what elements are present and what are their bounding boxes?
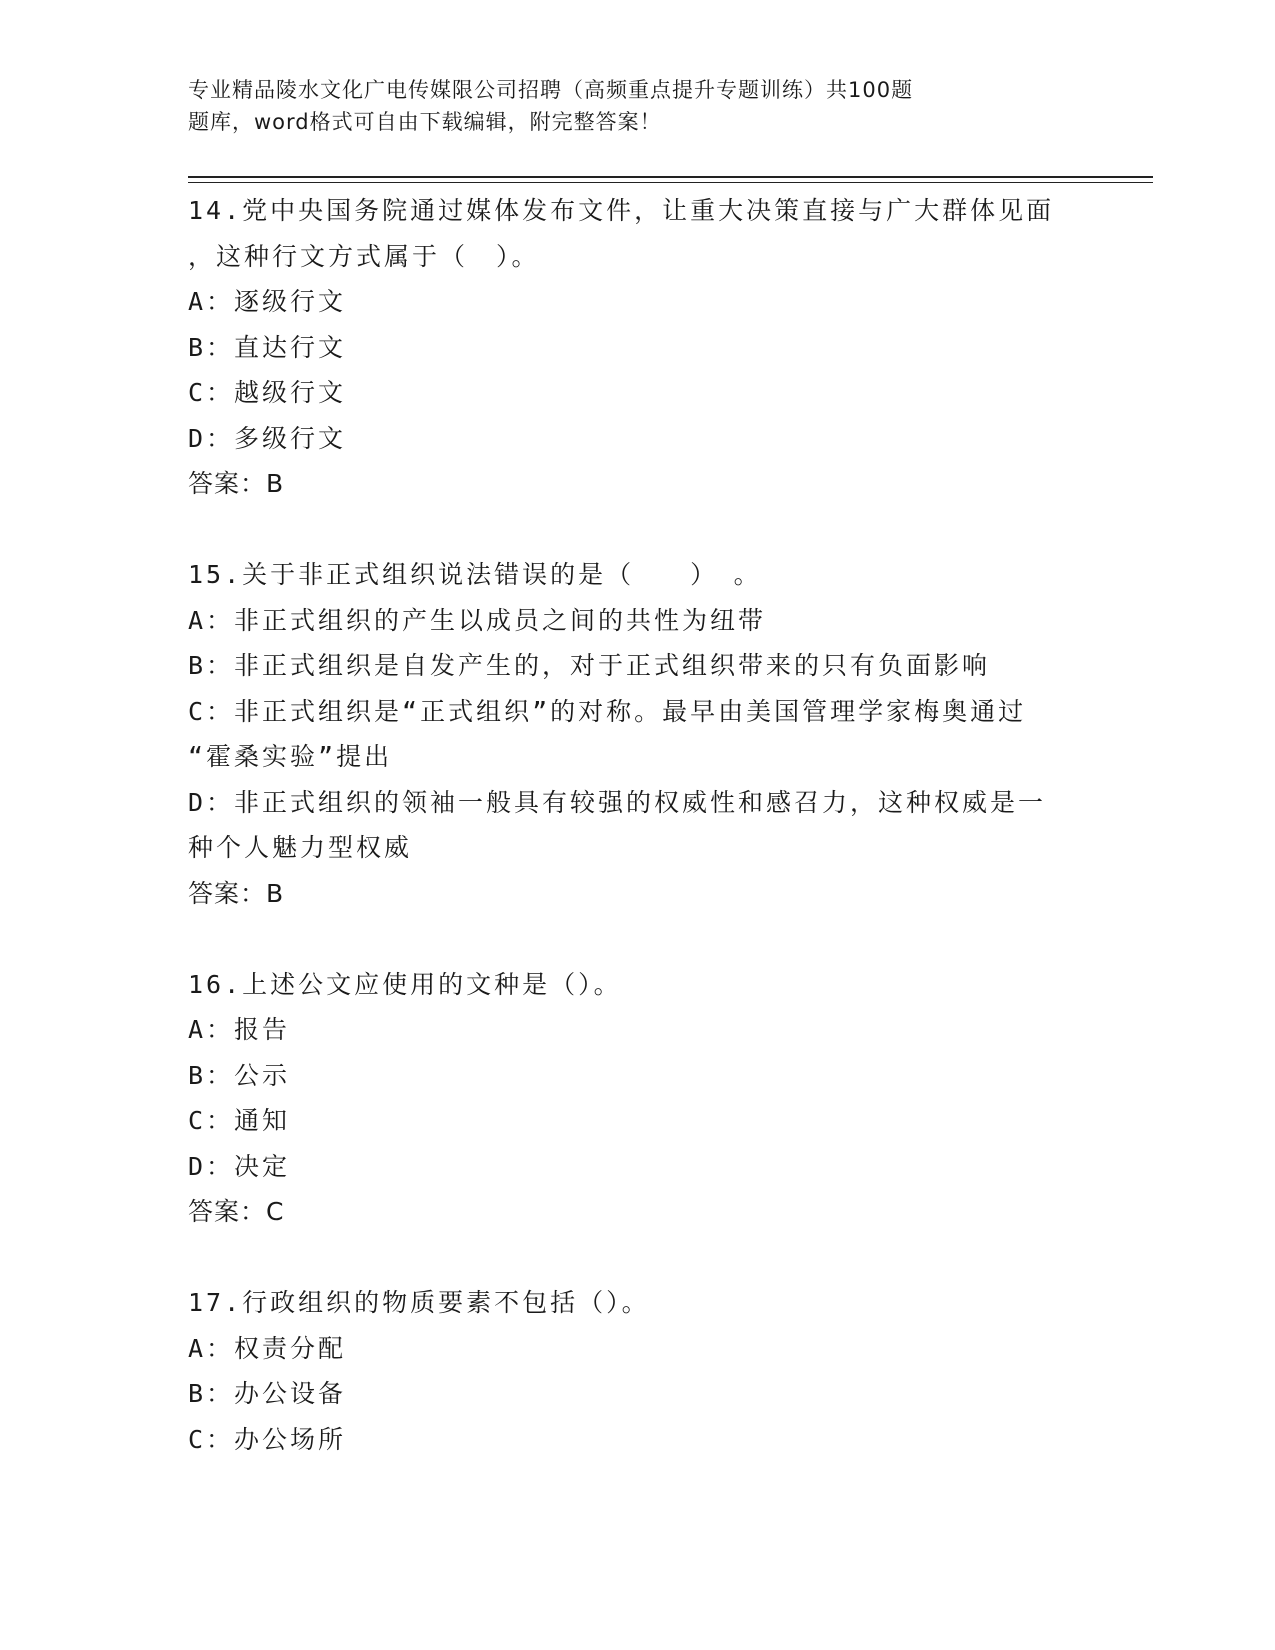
option-d: D：多级行文 xyxy=(188,423,347,453)
question-stem: 16.上述公文应使用的文种是（）。 xyxy=(188,969,622,999)
option-a: A：权责分配 xyxy=(188,1333,347,1363)
option-b: B：直达行文 xyxy=(188,332,347,362)
option-b: B：非正式组织是自发产生的，对于正式组织带来的只有负面影响 xyxy=(188,651,991,680)
spacer xyxy=(188,1235,1088,1281)
answer-label: 答案：C xyxy=(188,1197,285,1226)
option-d: D：决定 xyxy=(188,1151,291,1181)
header-divider-thick xyxy=(188,176,1153,178)
question-stem: 15.关于非正式组织说法错误的是（ ） 。 xyxy=(188,560,762,589)
option-c: C：非正式组织是“正式组织”的对称。最早由美国管理学家梅奥通过 xyxy=(188,696,1027,726)
header-line-1: 专业精品陵水文化广电传媒限公司招聘（高频重点提升专题训练）共100题 xyxy=(188,78,914,102)
option-a: A：报告 xyxy=(188,1015,291,1044)
header-divider-thin xyxy=(188,182,1153,183)
question-14 xyxy=(188,188,1088,507)
question-17 xyxy=(188,1280,1088,1462)
option-c: C：越级行文 xyxy=(188,378,347,407)
document-header xyxy=(188,74,1018,138)
question-16 xyxy=(188,962,1088,1235)
option-a: A：逐级行文 xyxy=(188,287,347,316)
option-c-continued: “霍桑实验”提出 xyxy=(188,742,393,771)
spacer xyxy=(188,916,1088,962)
option-d: D：非正式组织的领袖一般具有较强的权威性和感召力，这种权威是一 xyxy=(188,787,1047,817)
answer-label: 答案：B xyxy=(188,878,285,908)
option-c: C：通知 xyxy=(188,1106,291,1135)
question-list xyxy=(188,188,1088,1462)
answer-label: 答案：B xyxy=(188,469,285,498)
question-15 xyxy=(188,552,1088,916)
option-c: C：办公场所 xyxy=(188,1424,347,1454)
option-b: B：办公设备 xyxy=(188,1379,347,1408)
option-d-continued: 种个人魅力型权威 xyxy=(188,833,413,862)
option-b: B：公示 xyxy=(188,1060,291,1090)
option-a: A：非正式组织的产生以成员之间的共性为纽带 xyxy=(188,605,767,635)
header-line-2: 题库，word格式可自由下载编辑，附完整答案！ xyxy=(188,110,662,134)
question-stem: 14.党中央国务院通过媒体发布文件，让重大决策直接与广大群体见面 xyxy=(188,196,1055,225)
spacer xyxy=(188,507,1088,553)
question-stem: ，这种行文方式属于（ ）。 xyxy=(188,241,540,271)
question-stem: 17.行政组织的物质要素不包括（）。 xyxy=(188,1288,650,1317)
